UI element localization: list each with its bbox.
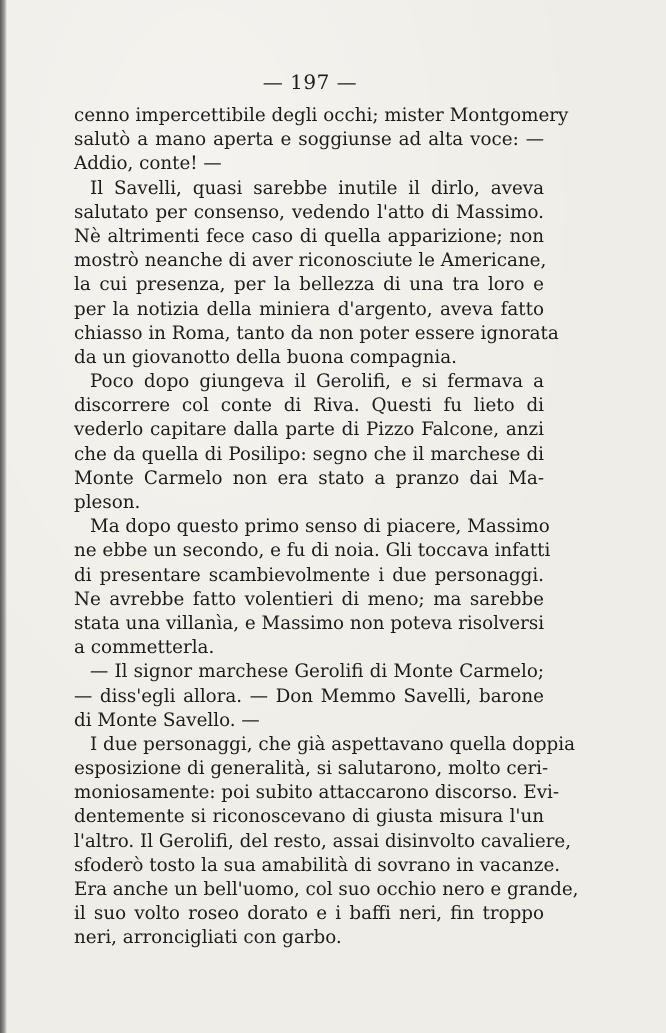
text-line: I due personaggi, che già aspettavano quella doppia: [90, 733, 576, 755]
text-line: mostrò neanche di aver riconosciute le Americane,: [74, 250, 547, 272]
text-line: Nè altrimenti fece caso di quella apparizione; non: [74, 225, 544, 247]
text-line: la cui presenza, per la bellezza di una tra loro e: [74, 274, 544, 296]
text-line: Addio, conte! —: [74, 153, 222, 175]
text-line: vederlo capitare dalla parte di Pizzo Falcone, anzi: [74, 419, 544, 441]
text-line: sfoderò tosto la sua amabilità di sovrano in vacanze.: [74, 854, 561, 876]
text-line: ne ebbe un secondo, e fu di noia. Gli toccava infatti: [74, 540, 551, 562]
text-line: moniosamente: poi subito attaccarono discorso. Evi-: [74, 782, 560, 804]
text-line: esposizione di generalità, si salutarono, molto ceri-: [74, 758, 549, 780]
page-spine-edge: [0, 0, 7, 1033]
text-line: di presentare scambievolmente i due personaggi.: [74, 564, 544, 586]
text-line: chiasso in Roma, tanto da non poter essere ignorata: [74, 322, 559, 344]
text-line: — Il signor marchese Gerolifi di Monte Carmelo;: [90, 661, 544, 683]
page-number: — 197 —: [262, 70, 358, 94]
text-line: Monte Carmelo non era stato a pranzo dai Ma-: [74, 467, 544, 489]
text-line: pleson.: [74, 492, 141, 513]
text-line: a commetterla.: [74, 637, 215, 659]
text-line: salutò a mano aperta e soggiunse ad alta voce: —: [74, 129, 544, 151]
text-line: Ma dopo questo primo senso di piacere, Massimo: [90, 516, 550, 538]
text-line: stata una villanìa, e Massimo non poteva risolversi: [74, 612, 545, 634]
body-text: [74, 104, 579, 951]
text-line: cenno impercettibile degli occhi; mister Montgomery: [74, 105, 569, 126]
text-line: che da quella di Posilipo: segno che il marchese di: [74, 443, 544, 465]
text-line: Il Savelli, quasi sarebbe inutile il dirlo, aveva: [90, 177, 544, 199]
text-line: dentemente si riconoscevano di giusta misura l'un: [74, 806, 544, 828]
text-line: il suo volto roseo dorato e i baffi neri, fin troppo: [74, 903, 544, 925]
text-line: Poco dopo giungeva il Gerolifi, e si fermava a: [90, 371, 544, 393]
text-line: da un giovanotto della buona compagnia.: [74, 346, 457, 368]
text-line: neri, arroncigliati con garbo.: [74, 927, 342, 949]
text-line: l'altro. Il Gerolifi, del resto, assai disinvolto cavaliere,: [74, 830, 572, 852]
text-line: Era anche un bell'uomo, col suo occhio nero e grande,: [74, 879, 579, 900]
text-line: discorrere col conte di Riva. Questi fu lieto di: [74, 395, 544, 417]
text-line: Ne avrebbe fatto volentieri di meno; ma sarebbe: [74, 588, 544, 610]
text-line: salutato per consenso, vedendo l'atto di Massimo.: [74, 201, 544, 223]
text-line: di Monte Savello. —: [74, 709, 260, 731]
text-line: — diss'egli allora. — Don Memmo Savelli, barone: [74, 685, 544, 707]
text-line: per la notizia della miniera d'argento, aveva fatto: [74, 298, 544, 320]
